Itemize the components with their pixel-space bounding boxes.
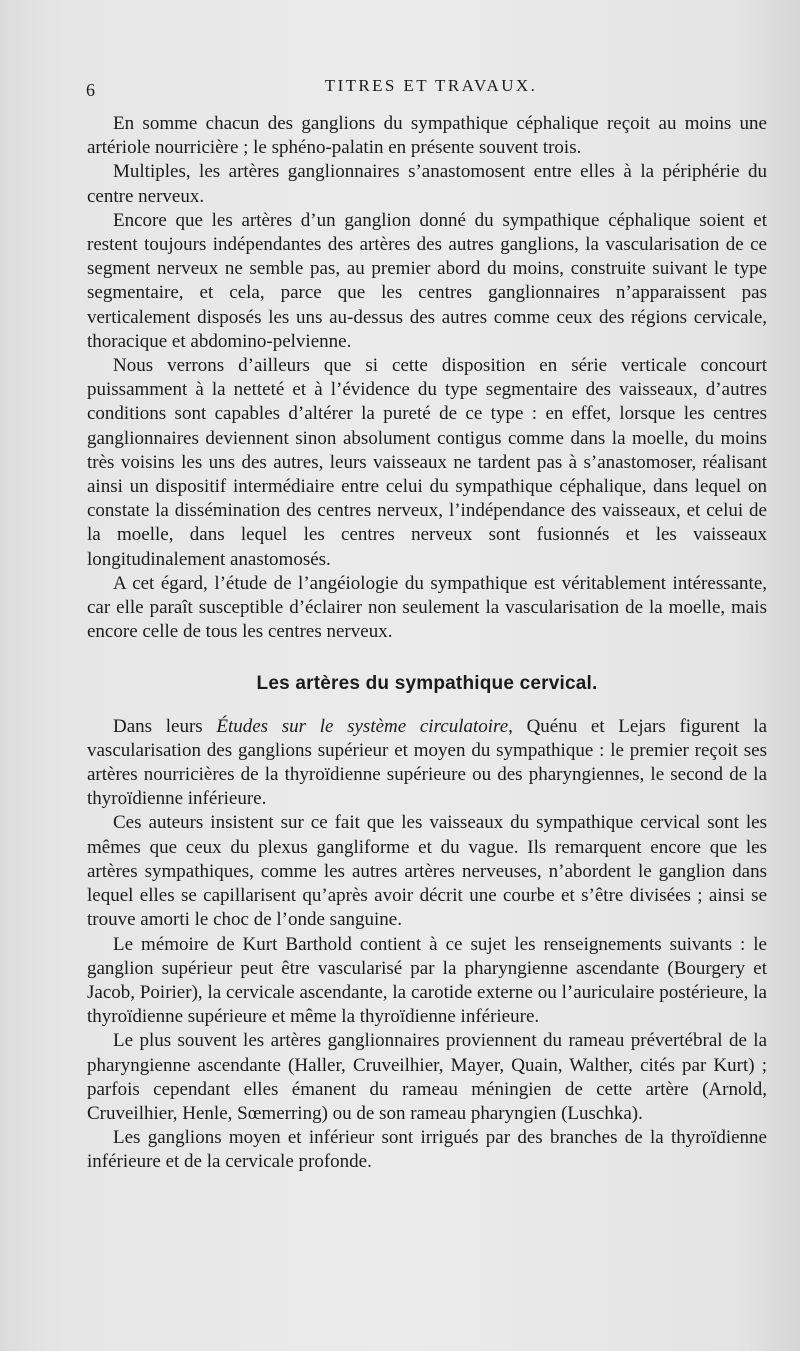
paragraph xyxy=(87,715,767,812)
paragraph: A cet égard, l’étude de l’angéiologie du sympathique est véritablement intéressante, car elle paraît susceptible d’éclairer non seulement la vascularisation de la moelle, mais encore celle de tous les centres nerveux. xyxy=(87,572,767,643)
italic-title: Études sur le système circulatoire xyxy=(216,715,509,737)
page-header xyxy=(86,74,776,104)
paragraph-text: Dans leurs xyxy=(113,715,217,737)
paragraph: En somme chacun des ganglions du sympathique céphalique reçoit au moins une artériole nourricière ; le sphéno-palatin en présente souvent trois. xyxy=(87,113,767,159)
page-number: 6 xyxy=(86,80,95,100)
running-title: TITRES ET TRAVAUX. xyxy=(324,76,538,95)
paragraph-text: , Quénu et Lejars figurent la vascularisation des ganglions supérieur et moyen du sympathique : le premier reçoit ses artères nourricières de la thyroïdienne supérieure ou des pharyngiennes, le second de la thyroïdienne inférieure. xyxy=(87,715,767,810)
paragraph: Encore que les artères d’un ganglion donné du sympathique céphalique soient et restent toujours indépendantes des artères des autres ganglions, la vascularisation de ce segment nerveux ne semble pas, au premier abord du moins, construite suivant le type segmentaire, et cela, parce que les centres ganglionnaires n’apparaissent pas verticalement disposés les uns au-dessus des autres comme ceux des régions cervicale, thoracique et abdomino-pelvienne. xyxy=(87,209,767,352)
paragraph: Ces auteurs insistent sur ce fait que les vaisseaux du sympathique cervical sont les mêmes que ceux du plexus gangliforme et du vague. Ils remarquent encore que les artères sympathiques, comme les autres artères nerveuses, n’abordent le ganglion dans lequel elles se capillarisent qu’après avoir décrit une courbe et s’être divisées ; ainsi se trouve amorti le choc de l’onde sanguine. xyxy=(87,812,767,931)
paragraph: Le mémoire de Kurt Barthold contient à ce sujet les renseignements suivants : le ganglion supérieur peut être vascularisé par la pharyngienne ascendante (Bourgery et Jacob, Poirier), la cervicale ascendante, la carotide externe ou l’auriculaire postérieure, la thyroïdienne supérieure et même la thyroïdienne inférieure. xyxy=(87,933,767,1028)
paragraph: Nous verrons d’ailleurs que si cette disposition en série verticale concourt puissamment à la netteté et à l’évidence du type segmentaire des vaisseaux, d’autres conditions sont capables d’altérer la pureté de ce type : en effet, lorsque les centres ganglionnaires deviennent sinon absolument contigus comme dans la moelle, du moins très voisins les uns des autres, leurs vaisseaux ne tardent pas à s’anastomoser, réalisant ainsi un dispositif intermédiaire entre celui du sympathique céphalique, dans lequel on constate la dissémination des centres nerveux, l’indépendance des vaisseaux, et celui de la moelle, dans lequel les centres nerveux sont fusionnés et les vaisseaux longitudinalement anastomosés. xyxy=(87,355,767,570)
paragraph: Les ganglions moyen et inférieur sont irrigués par des branches de la thyroïdienne inférieure et de la cervicale profonde. xyxy=(87,1127,767,1173)
paragraph: Le plus souvent les artères ganglionnaires proviennent du rameau prévertébral de la pharyngienne ascendante (Haller, Cruveilhier, Mayer, Quain, Walther, cités par Kurt) ; parfois cependant elles émanent du rameau méningien de cette artère (Arnold, Cruveilhier, Henle, Sœmerring) ou de son rameau pharyngien (Luschka). xyxy=(87,1030,767,1124)
body-text xyxy=(87,112,767,1175)
paragraph: Multiples, les artères ganglionnaires s’anastomosent entre elles à la périphérie du centre nerveux. xyxy=(87,161,767,207)
section-heading: Les artères du sympathique cervical. xyxy=(256,673,598,695)
